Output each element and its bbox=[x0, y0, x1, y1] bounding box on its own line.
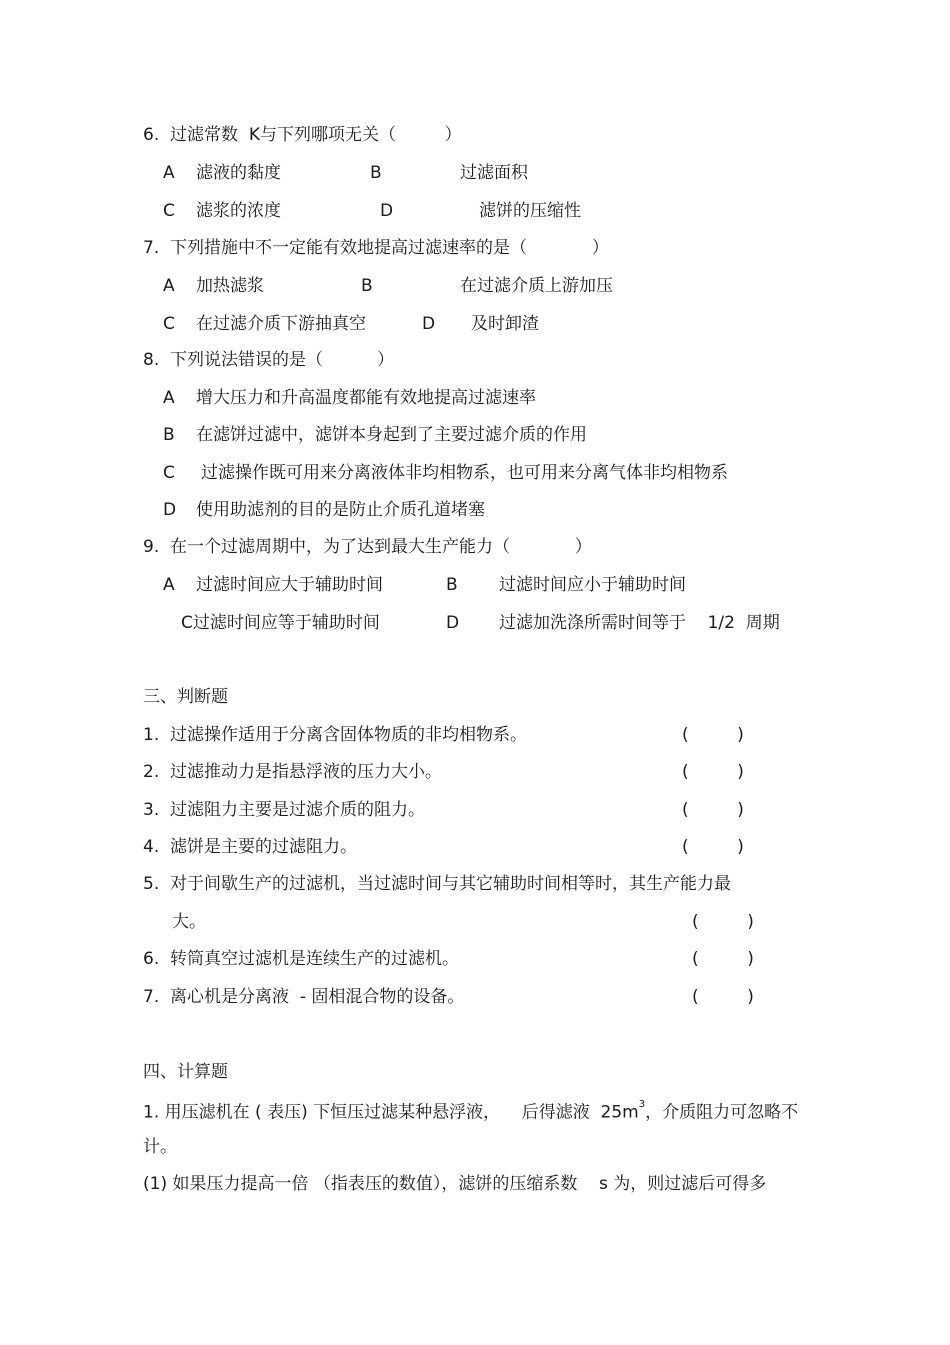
q9-option-d-text: 过滤加洗涤所需时间等于 1/2 周期 bbox=[499, 613, 780, 633]
q8-option-a-text: 增大压力和升高温度都能有效地提高过滤速率 bbox=[196, 388, 536, 408]
question-8-stem: 8. 下列说法错误的是（ ） bbox=[143, 350, 395, 370]
q6-option-d-letter: D bbox=[380, 201, 394, 221]
q6-option-d-text: 滤饼的压缩性 bbox=[479, 201, 581, 221]
judge-section-heading: 三、判断题 bbox=[143, 687, 228, 707]
q9-option-d-letter: D bbox=[446, 613, 460, 633]
question-7-stem: 7. 下列措施中不一定能有效地提高过滤速率的是（ ） bbox=[143, 238, 609, 258]
q7-option-d-text: 及时卸渣 bbox=[471, 314, 539, 334]
calc-problem-1-text-end: ，介质阻力可忽略不 bbox=[645, 1102, 799, 1123]
judge-item-6: 6. 转筒真空过滤机是连续生产的过滤机。 bbox=[143, 949, 460, 969]
judge-item-5: 5. 对于间歇生产的过滤机，当过滤时间与其它辅助时间相等时，其生产能力最 bbox=[143, 874, 732, 894]
judge-item-1: 1. 过滤操作适用于分离含固体物质的非均相物系。 bbox=[143, 725, 528, 745]
judge-item-2: 2. 过滤推动力是指悬浮液的压力大小。 bbox=[143, 762, 443, 782]
q8-option-b-letter: B bbox=[163, 425, 175, 445]
q8-option-d-text: 使用助滤剂的目的是防止介质孔道堵塞 bbox=[196, 500, 485, 520]
answer-blank-6[interactable]: ( ) bbox=[692, 949, 754, 969]
question-9-stem: 9. 在一个过滤周期中，为了达到最大生产能力（ ） bbox=[143, 537, 592, 557]
q6-option-b-text: 过滤面积 bbox=[460, 163, 528, 183]
calc-problem-1-subquestion-1: (1) 如果压力提高一倍 （指表压的数值），滤饼的压缩系数 s 为，则过滤后可得多 bbox=[143, 1174, 767, 1194]
question-6-stem: 6. 过滤常数 K与下列哪项无关（ ） bbox=[143, 125, 462, 145]
q6-option-c-letter: C bbox=[163, 201, 175, 221]
q7-option-a-text: 加热滤浆 bbox=[196, 276, 264, 296]
q8-option-c-letter: C bbox=[163, 463, 175, 483]
calc-section-heading: 四、计算题 bbox=[143, 1062, 228, 1082]
answer-blank-4[interactable]: ( ) bbox=[682, 837, 744, 857]
q8-option-a-letter: A bbox=[163, 388, 175, 408]
answer-blank-2[interactable]: ( ) bbox=[682, 762, 744, 782]
q6-option-b-letter: B bbox=[370, 163, 382, 183]
q7-option-b-text: 在过滤介质上游加压 bbox=[460, 276, 613, 296]
q9-option-b-text: 过滤时间应小于辅助时间 bbox=[499, 575, 686, 595]
q7-option-c-letter: C bbox=[163, 314, 175, 334]
q6-option-a-text: 滤液的黏度 bbox=[196, 163, 281, 183]
cubic-superscript: 3 bbox=[638, 1099, 646, 1110]
q6-option-c-text: 滤浆的浓度 bbox=[196, 201, 281, 221]
judge-item-3: 3. 过滤阻力主要是过滤介质的阻力。 bbox=[143, 800, 426, 820]
q9-option-a-text: 过滤时间应大于辅助时间 bbox=[196, 575, 383, 595]
q8-option-c-text: 过滤操作既可用来分离液体非均相物系，也可用来分离气体非均相物系 bbox=[201, 463, 728, 483]
calc-problem-1-line-1 bbox=[143, 1098, 798, 1124]
answer-blank-5[interactable]: ( ) bbox=[692, 912, 754, 932]
q9-option-a-letter: A bbox=[163, 575, 175, 595]
q9-option-c: C过滤时间应等于辅助时间 bbox=[181, 613, 380, 633]
answer-blank-1[interactable]: ( ) bbox=[682, 725, 744, 745]
q8-option-d-letter: D bbox=[163, 500, 177, 520]
judge-item-4: 4. 滤饼是主要的过滤阻力。 bbox=[143, 837, 358, 857]
q7-option-d-letter: D bbox=[422, 314, 436, 334]
answer-blank-3[interactable]: ( ) bbox=[682, 800, 744, 820]
calc-problem-1-line-2: 计。 bbox=[143, 1137, 177, 1157]
judge-item-7: 7. 离心机是分离液 - 固相混合物的设备。 bbox=[143, 987, 465, 1007]
q8-option-b-text: 在滤饼过滤中，滤饼本身起到了主要过滤介质的作用 bbox=[196, 425, 587, 445]
judge-item-5-continued: 大。 bbox=[172, 912, 206, 932]
calc-problem-1-text: 1. 用压滤机在 ( 表压) 下恒压过滤某种悬浮液， 后得滤液 25m bbox=[143, 1102, 639, 1123]
q6-option-a-letter: A bbox=[163, 163, 175, 183]
q9-option-b-letter: B bbox=[446, 575, 458, 595]
answer-blank-7[interactable]: ( ) bbox=[692, 987, 754, 1007]
q7-option-c-text: 在过滤介质下游抽真空 bbox=[196, 314, 366, 334]
q7-option-b-letter: B bbox=[361, 276, 373, 296]
q7-option-a-letter: A bbox=[163, 276, 175, 296]
